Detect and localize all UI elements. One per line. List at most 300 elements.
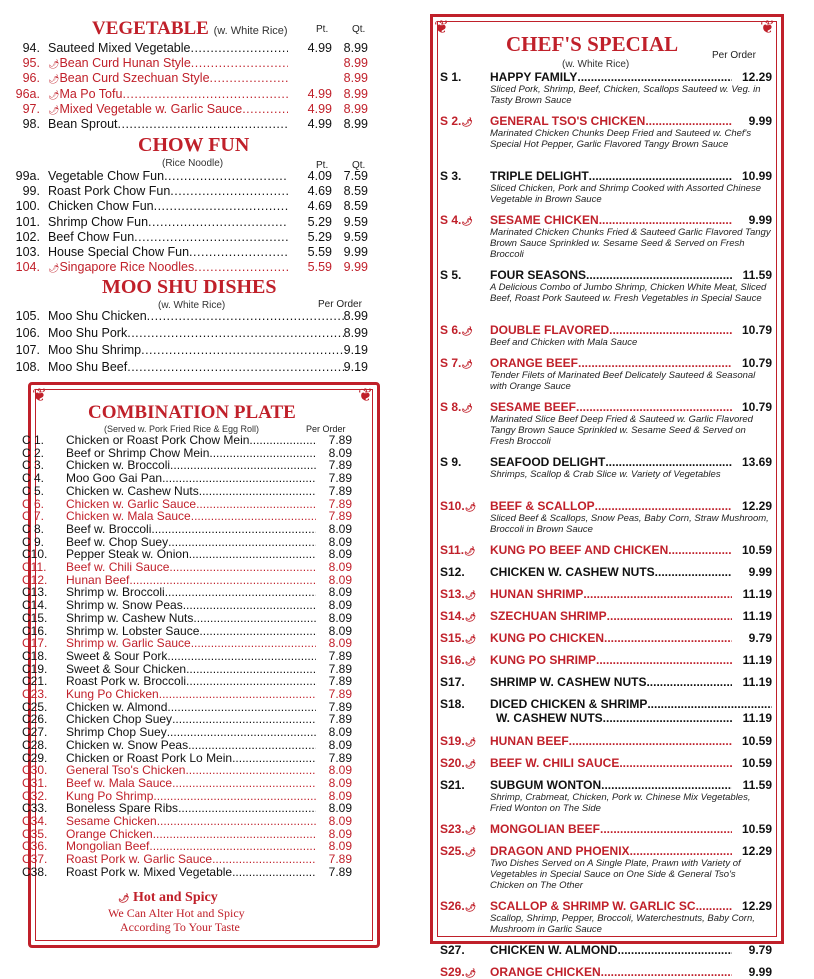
chef-name: HAPPY FAMILY	[490, 70, 578, 84]
chef-name: BEEF & SCALLOP	[490, 499, 595, 513]
chili-pepper-icon: 🌶	[461, 216, 473, 226]
price-quart: 8.99	[343, 117, 368, 131]
combo-price: 8.09	[328, 801, 352, 816]
combo-number: C 7.	[22, 509, 45, 524]
combo-row	[22, 725, 352, 738]
chili-pepper-icon: 🌶	[461, 117, 473, 127]
combo-number: C 2.	[22, 445, 45, 460]
chef-item	[440, 587, 772, 601]
leader-dots	[148, 215, 288, 229]
chef-item-line	[440, 844, 772, 858]
chef-code: S10.🌶	[440, 499, 477, 513]
chili-pepper-icon: 🌶	[464, 634, 477, 644]
combo-number: C23.	[22, 687, 48, 701]
chef-code: S16.🌶	[440, 653, 477, 667]
chef-name: SESAME CHICKEN	[490, 213, 599, 227]
combo-price: 8.09	[328, 814, 352, 828]
item-name: Bean Curd Hunan Style	[59, 56, 191, 71]
chef-code: S29.🌶	[440, 965, 477, 979]
combo-number: C 4.	[22, 471, 45, 486]
item-number: 105.	[15, 309, 40, 323]
chef-description: Sliced Pork, Shrimp, Beef, Chicken, Scallops Sauteed w. Veg. in Tasty Brown Sauce	[490, 84, 761, 106]
chef-name: CHICKEN W. CASHEW NUTS	[490, 565, 655, 579]
combo-number: C 5.	[22, 483, 45, 498]
chili-pepper-icon: 🌶	[118, 893, 130, 903]
chili-pepper-icon: 🌶	[464, 847, 477, 857]
price-pint: 5.29	[307, 229, 332, 244]
chef-description: Marinated Slice Beef Deep Fried & Sauteed w. Garlic Flavored Tangy Brown Sauce Sprinkled w. Sesame Seed & Served on Fresh Broccoli	[490, 414, 753, 447]
chef-name: HUNAN BEEF	[490, 734, 569, 748]
price-quart: 8.59	[343, 184, 368, 199]
combo-number: C36.	[22, 839, 48, 854]
ornament-icon: ❦	[32, 385, 48, 405]
leader-dots	[232, 865, 316, 879]
chef-description: Shrimps, Scallop & Crab Slice w. Variety of Vegetables	[490, 469, 721, 480]
menu-row	[2, 326, 368, 341]
chef-price: 10.59	[741, 734, 772, 748]
combo-number: C35.	[22, 826, 48, 841]
item-name: Moo Shu Pork	[48, 326, 128, 340]
chili-pepper-icon: 🌶	[464, 968, 477, 978]
chef-code: S17.	[440, 675, 465, 689]
combo-price: 7.89	[328, 712, 352, 727]
chef-description: Marinated Chicken Chunks Fried & Sauteed Garlic Flavored Tangy Brown Sauce Sprinkled w. Sesame Seed & Served on Fresh Broccoli	[490, 227, 771, 260]
combo-price: 7.89	[328, 674, 352, 689]
chef-price: 13.69	[741, 455, 772, 469]
chili-pepper-icon: 🌶	[464, 656, 477, 666]
combo-row	[22, 433, 352, 446]
combo-price: 7.89	[328, 496, 352, 511]
chef-name: DICED CHICKEN & SHRIMP	[490, 697, 648, 711]
chef-item	[440, 543, 772, 557]
chef-item	[440, 356, 772, 392]
combo-name: Chicken w. Mala Sauce	[66, 509, 191, 524]
price-quart: 8.99	[343, 101, 368, 116]
chef-item	[440, 756, 772, 770]
chef-item-line	[440, 400, 772, 414]
combo-number: C29.	[22, 750, 48, 765]
combo-row	[22, 649, 352, 662]
combo-number: C28.	[22, 737, 48, 752]
combo-row	[22, 687, 352, 700]
price-quart: 9.59	[343, 214, 368, 229]
chef-item-line	[440, 697, 772, 711]
combo-number: C30.	[22, 763, 48, 778]
price-pint: 4.69	[307, 184, 332, 199]
chef-item	[440, 653, 772, 667]
chef-name: SEAFOOD DELIGHT	[490, 455, 606, 469]
chef-code: S19.🌶	[440, 734, 477, 748]
combo-row	[22, 839, 352, 852]
chef-title: CHEF'S SPECIAL	[506, 32, 679, 56]
combo-price: 7.89	[328, 661, 352, 676]
combo-row	[22, 484, 352, 497]
combo-price: 8.09	[328, 547, 352, 562]
combo-price: 8.09	[328, 737, 352, 752]
item-name: House Special Chow Fun	[48, 245, 190, 259]
price-pint: 5.59	[307, 245, 332, 259]
price: 9.19	[343, 343, 368, 357]
chef-name: MONGOLIAN BEEF	[490, 822, 600, 836]
combo-row	[22, 814, 352, 827]
chowfun-title: CHOW FUN	[138, 134, 250, 156]
combo-price: 8.09	[328, 610, 352, 625]
menu-row	[2, 117, 368, 132]
combo-number: C19.	[22, 661, 48, 676]
chef-item	[440, 70, 772, 106]
item-number: 96.	[22, 71, 40, 86]
leader-dots	[122, 87, 288, 101]
combo-row	[22, 712, 352, 725]
chili-pepper-icon: 🌶	[464, 546, 476, 556]
leader-dots	[583, 587, 732, 601]
combo-row	[22, 738, 352, 751]
price-quart: 8.99	[343, 56, 368, 71]
menu-row	[2, 245, 368, 260]
chef-price: 11.19	[742, 675, 772, 689]
leader-dots	[604, 631, 732, 645]
combo-price: 7.89	[328, 483, 352, 498]
chef-code: S11.🌶	[440, 543, 476, 557]
combo-number: C16.	[22, 623, 48, 638]
chef-item-line	[440, 899, 772, 913]
chef-price: 12.29	[741, 899, 772, 913]
chef-name: SUBGUM WONTON	[490, 778, 602, 792]
combo-title: COMBINATION PLATE	[88, 402, 296, 423]
leader-dots	[699, 899, 732, 913]
combo-number: C33.	[22, 801, 48, 816]
price-pint: 4.09	[307, 169, 332, 183]
chef-item-line	[440, 499, 772, 513]
menu-row	[2, 71, 368, 86]
price-pint: 4.99	[307, 41, 332, 55]
menu-row	[2, 215, 368, 230]
combo-row	[22, 585, 352, 598]
item-number: 107.	[15, 343, 40, 357]
item-name: Bean Sprout	[48, 117, 118, 131]
chef-item-line	[440, 114, 772, 128]
chef-item	[440, 631, 772, 645]
combo-note: (Served w. Pork Fried Rice & Egg Roll)	[104, 424, 260, 434]
chef-price: 9.99	[748, 213, 772, 227]
menu-row	[2, 169, 368, 184]
chef-item-line	[440, 734, 772, 748]
chili-pepper-icon: 🌶	[464, 612, 477, 622]
leader-dots	[668, 543, 732, 557]
combo-price: 8.09	[328, 521, 352, 536]
chef-name: KUNG PO CHICKEN	[490, 631, 605, 645]
combo-number: C21.	[22, 674, 48, 689]
price-quart: 8.99	[343, 41, 368, 55]
item-name: Moo Shu Shrimp	[48, 343, 142, 357]
combo-row	[22, 751, 352, 764]
combo-name: Chicken w. Almond	[66, 699, 168, 714]
combo-name: Sweet & Sour Chicken	[66, 661, 187, 676]
chef-description: Beef and Chicken with Mala Sauce	[490, 337, 638, 348]
combo-name: Beef w. Chili Sauce	[66, 560, 170, 574]
combo-number: C 9.	[22, 534, 45, 549]
chef-item	[440, 734, 772, 748]
combo-price: 8.09	[328, 788, 352, 803]
combo-price: 7.89	[328, 648, 352, 663]
leader-dots	[170, 184, 288, 198]
chef-code: S21.	[440, 778, 465, 792]
combo-row	[22, 446, 352, 459]
ornament-icon: ❦	[760, 17, 776, 37]
chef-price: 9.99	[748, 965, 772, 979]
leader-dots	[605, 455, 732, 469]
chili-pepper-icon: 🌶	[48, 89, 60, 100]
chef-price: 11.19	[742, 587, 772, 601]
chef-code: S14.🌶	[440, 609, 477, 623]
price-pint: 4.69	[307, 199, 332, 214]
chef-code: S 4.🌶	[440, 213, 473, 227]
moshu-title: MOO SHU DISHES	[102, 276, 277, 298]
leader-dots	[655, 565, 732, 579]
chef-item-line	[440, 169, 772, 183]
leader-dots	[618, 943, 732, 957]
combo-name: Shrimp w. Cashew Nuts	[66, 610, 194, 625]
price-quart: 9.99	[343, 245, 368, 259]
combo-price: 8.09	[328, 572, 352, 587]
combo-name: General Tso's Chicken	[66, 763, 186, 778]
item-name: Mixed Vegetable w. Garlic Sauce	[59, 101, 243, 116]
combo-name: Roast Pork w. Garlic Sauce	[66, 852, 213, 867]
item-number: 99a.	[15, 169, 40, 183]
combo-row	[22, 598, 352, 611]
chef-price: 10.59	[741, 543, 772, 557]
combo-price: 8.09	[328, 763, 352, 778]
chef-name: SHRIMP W. CASHEW NUTS	[490, 675, 647, 689]
ornament-icon: ❦	[434, 17, 450, 37]
price-pint: 4.99	[307, 101, 332, 116]
chef-price: 9.79	[748, 631, 772, 645]
combo-row	[22, 674, 352, 687]
chef-name: KUNG PO BEEF AND CHICKEN	[490, 543, 669, 557]
chef-per-order: Per Order	[712, 50, 756, 61]
chef-description: Tender Filets of Marinated Beef Delicately Sauteed & Seasonal with Orange Sauce	[490, 370, 756, 392]
chef-code: S26.🌶	[440, 899, 477, 913]
chili-pepper-icon: 🌶	[464, 502, 477, 512]
combo-price: 8.09	[328, 585, 352, 600]
price-pint: 5.59	[307, 260, 332, 275]
chili-pepper-icon: 🌶	[461, 359, 473, 369]
price-pint: 5.29	[307, 214, 332, 229]
item-name: Shrimp Chow Fun	[48, 214, 149, 229]
item-number: 94.	[22, 41, 40, 55]
item-name: Moo Shu Chicken	[48, 309, 147, 323]
combo-name: Sesame Chicken	[66, 814, 157, 828]
chef-price: 10.79	[741, 356, 772, 370]
leader-dots	[595, 499, 732, 513]
combo-name: Shrimp w. Broccoli	[66, 585, 165, 600]
chef-description: Scallop, Shrimp, Pepper, Broccoli, Waterchestnuts, Baby Corn, Mushroom in Garlic Sauce	[490, 913, 755, 935]
chef-item-line	[440, 778, 772, 792]
chef-price: 9.99	[748, 565, 772, 579]
chef-name: DRAGON AND PHOENIX	[490, 844, 630, 858]
hot-spicy-legend: 🌶 Hot and Spicy	[118, 890, 218, 905]
price: 8.99	[343, 309, 368, 323]
chili-pepper-icon: 🌶	[464, 759, 477, 769]
vegetable-note: (w. White Rice)	[213, 25, 288, 37]
combo-number: C32.	[22, 788, 48, 803]
combo-number: C 1.	[22, 433, 45, 447]
chef-item-line	[440, 455, 772, 469]
leader-dots	[194, 260, 288, 274]
combo-price: 8.09	[328, 560, 352, 574]
chef-description: Two Dishes Served on A Single Plate, Prawn with Variety of Vegetables in Special Sauce on One Side & General Tso's Chicken on The Other	[490, 858, 741, 891]
combo-number: C38.	[22, 864, 48, 879]
combo-price: 7.89	[328, 699, 352, 714]
combo-price: 7.89	[328, 864, 352, 879]
combo-row	[22, 611, 352, 624]
chef-code: S15.🌶	[440, 631, 477, 645]
combo-price: 7.89	[328, 687, 352, 701]
menu-row	[2, 56, 368, 71]
chef-item	[440, 455, 772, 480]
combo-name: Shrimp w. Garlic Sauce	[66, 636, 191, 651]
leader-dots	[127, 360, 343, 374]
chef-code: S 8.🌶	[440, 400, 473, 414]
combo-row	[22, 535, 352, 548]
chef-code: S25.🌶	[440, 844, 477, 858]
menu-row	[2, 41, 368, 56]
chef-price: 11.19	[742, 711, 772, 725]
chef-item-line	[440, 965, 772, 979]
combo-number: C 6.	[22, 496, 45, 511]
chef-item	[440, 114, 772, 150]
chef-item-line	[440, 675, 772, 689]
combo-name: Shrimp w. Lobster Sauce	[66, 623, 200, 638]
chef-price: 12.29	[741, 70, 772, 84]
chowfun-col-qt: Qt.	[352, 160, 366, 171]
price-pint: 4.99	[307, 86, 332, 101]
combo-name: Shrimp Chop Suey	[66, 725, 167, 740]
leader-dots	[586, 268, 732, 282]
price-quart: 8.99	[343, 86, 368, 101]
combo-price: 8.09	[328, 725, 352, 740]
item-number: 98.	[22, 117, 40, 131]
combo-name: Mongolian Beef	[66, 839, 150, 854]
chef-item-line	[440, 268, 772, 282]
item-number: 97.	[22, 101, 40, 116]
ornament-icon: ❦	[358, 385, 374, 405]
leader-dots	[596, 653, 732, 667]
combo-row	[22, 852, 352, 865]
chef-description: Shrimp, Crabmeat, Chicken, Pork w. Chinese Mix Vegetables, Fried Wonton on The Side	[490, 792, 751, 814]
menu-row	[2, 102, 368, 117]
item-number: 103.	[15, 245, 40, 259]
leader-dots	[576, 400, 732, 414]
menu-row	[2, 199, 368, 214]
combo-row	[22, 776, 352, 789]
item-number: 101.	[15, 214, 40, 229]
chef-item-line	[440, 70, 772, 84]
price-quart: 8.99	[343, 71, 368, 86]
combo-number: C27.	[22, 725, 48, 740]
combo-number: C 3.	[22, 458, 45, 473]
chef-item-line	[440, 213, 772, 227]
combo-row	[22, 509, 352, 522]
chef-code: S 9.	[440, 455, 462, 469]
chef-code: S13.🌶	[440, 587, 477, 601]
leader-dots	[154, 199, 288, 213]
chili-pepper-icon: 🌶	[464, 825, 477, 835]
chef-name: CHICKEN W. ALMOND	[490, 943, 618, 957]
item-number: 95.	[22, 56, 40, 71]
combo-number: C 8.	[22, 521, 45, 536]
price-quart: 7.59	[343, 169, 368, 183]
combo-name: Beef or Shrimp Chow Mein	[66, 445, 210, 460]
leader-dots	[164, 169, 288, 183]
chef-code: S 5.	[440, 268, 462, 282]
chef-item	[440, 778, 772, 814]
combo-name: Chicken w. Snow Peas	[66, 737, 189, 752]
chili-pepper-icon: 🌶	[48, 74, 60, 85]
alter-line-2: According To Your Taste	[120, 920, 240, 934]
combo-price: 8.09	[328, 445, 352, 460]
item-number: 100.	[15, 199, 40, 214]
chef-name: ORANGE CHICKEN	[490, 965, 601, 979]
moshu-per-order: Per Order	[318, 299, 362, 310]
chef-item	[440, 499, 772, 535]
leader-dots	[646, 675, 732, 689]
combo-number: C12.	[22, 572, 48, 587]
chef-item-line	[440, 631, 772, 645]
chef-code: S12.	[440, 565, 465, 579]
leader-dots	[607, 609, 732, 623]
chili-pepper-icon: 🌶	[48, 263, 60, 274]
menu-row	[2, 360, 368, 375]
chef-item-line	[440, 609, 772, 623]
combo-number: C34.	[22, 814, 48, 828]
combo-number: C31.	[22, 775, 48, 790]
combo-name: Kung Po Chicken	[66, 687, 159, 701]
combo-name: Hunan Beef	[66, 572, 130, 587]
chef-price: 10.59	[741, 756, 772, 770]
chili-pepper-icon: 🌶	[461, 326, 473, 336]
chef-name: SZECHUAN SHRIMP	[490, 609, 607, 623]
chef-code: S23.🌶	[440, 822, 477, 836]
combo-row	[22, 522, 352, 535]
combo-row	[22, 827, 352, 840]
menu-row	[2, 184, 368, 199]
item-name: Chicken Chow Fun	[48, 199, 154, 214]
item-number: 104.	[15, 260, 40, 275]
chef-note: (w. White Rice)	[562, 59, 630, 70]
chef-price: 11.59	[742, 268, 772, 282]
chef-price: 9.79	[748, 943, 772, 957]
leader-dots	[569, 734, 732, 748]
combo-price: 7.89	[328, 471, 352, 486]
chef-item	[440, 213, 772, 260]
chef-item	[440, 565, 772, 579]
combo-name: Shrimp w. Snow Peas	[66, 598, 183, 613]
item-number: 99.	[22, 184, 40, 199]
chef-code: S27.	[440, 943, 465, 957]
combo-name: Orange Chicken	[66, 826, 153, 841]
leader-dots	[141, 343, 344, 357]
vegetable-title: VEGETABLE (w. White Rice)	[92, 18, 288, 39]
combo-name: Chicken w. Garlic Sauce	[66, 496, 197, 511]
leader-dots	[599, 213, 732, 227]
price-quart: 8.59	[343, 199, 368, 214]
chef-item-line	[440, 943, 772, 957]
price: 8.99	[343, 326, 368, 340]
combo-row	[22, 471, 352, 484]
chef-description: Sliced Beef & Scallops, Snow Peas, Baby Corn, Straw Mushroom, Broccoli in Brown Sauce	[490, 513, 769, 535]
chef-code: S 7.🌶	[440, 356, 473, 370]
